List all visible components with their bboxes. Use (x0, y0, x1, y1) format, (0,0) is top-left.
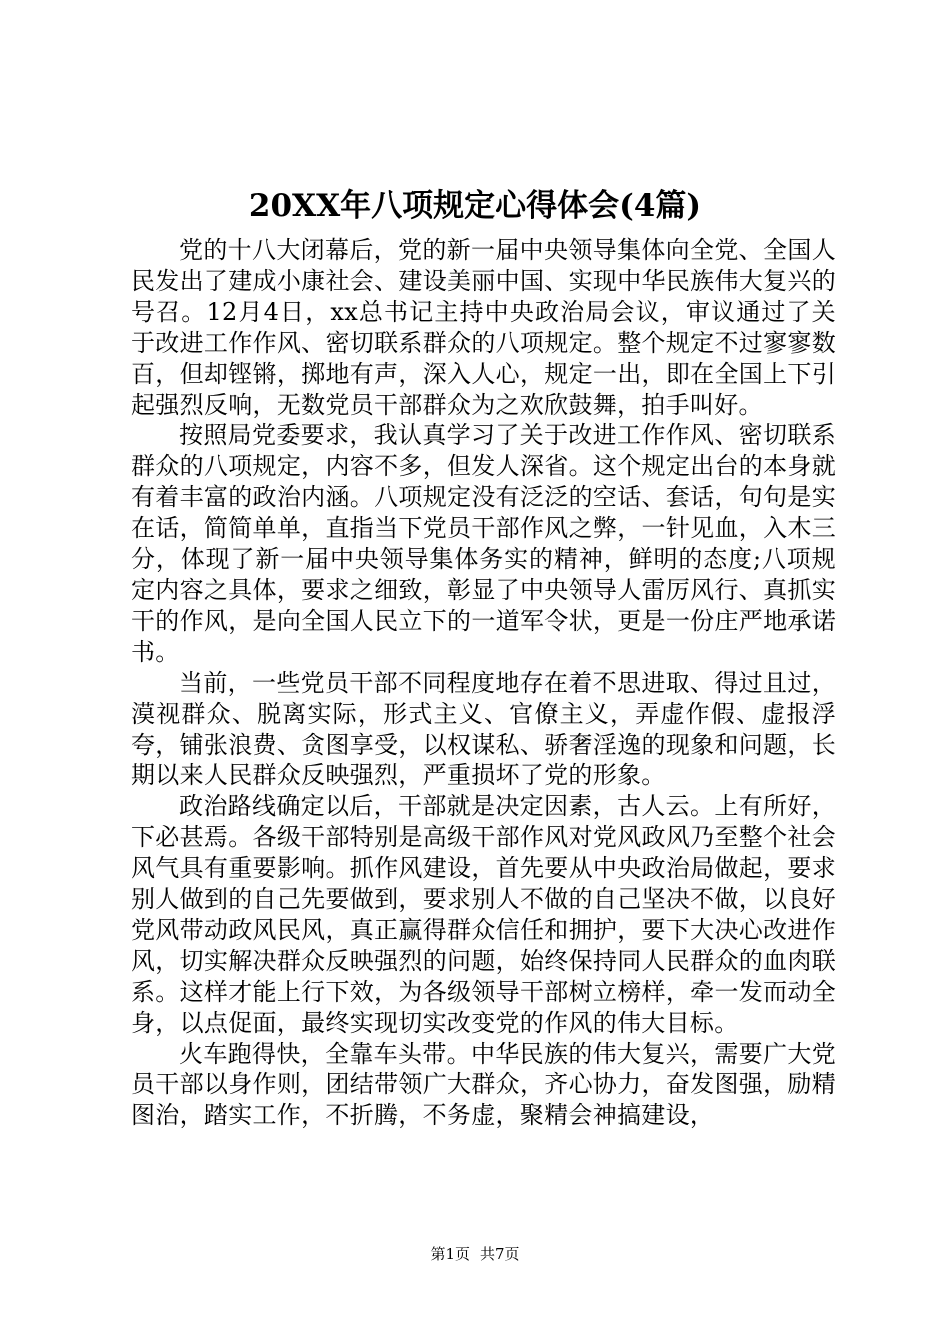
document-body (131, 235, 836, 1131)
page-number-current: 第1页 (430, 1245, 470, 1263)
page-footer (0, 1244, 950, 1264)
paragraph-2: 按照局党委要求，我认真学习了关于改进工作作风、密切联系群众的八项规定，内容不多，但发人深省。这个规定出台的本身就有着丰富的政治内涵。八项规定没有泛泛的空话、套话，句句是实在话，简简单单，直指当下党员干部作风之弊，一针见血，入木三分，体现了新一届中央领导集体务实的精神，鲜明的态度;八项规定内容之具体，要求之细致，彰显了中央领导人雷厉风行、真抓实干的作风，是向全国人民立下的一道军令状，更是一份庄严地承诺书。 (131, 421, 836, 666)
paragraph-5: 火车跑得快，全靠车头带。中华民族的伟大复兴，需要广大党员干部以身作则，团结带领广大群众，齐心协力，奋发图强，励精图治，踏实工作，不折腾，不务虚，聚精会神搞建设， (131, 1039, 836, 1130)
paragraph-1: 党的十八大闭幕后，党的新一届中央领导集体向全党、全国人民发出了建成小康社会、建设美丽中国、实现中华民族伟大复兴的号召。12月4日，xx总书记主持中央政治局会议，审议通过了关于改进工作作风、密切联系群众的八项规定。整个规定不过寥寥数百，但却铿锵，掷地有声，深入人心，规定一出，即在全国上下引起强烈反响，无数党员干部群众为之欢欣鼓舞，拍手叫好。 (131, 236, 836, 419)
paragraph-4: 政治路线确定以后，干部就是决定因素，古人云。上有所好，下必甚焉。各级干部特别是高级干部作风对党风政风乃至整个社会风气具有重要影响。抓作风建设，首先要从中央政治局做起，要求别人做到的自己先要做到，要求别人不做的自己坚决不做，以良好党风带动政风民风，真正赢得群众信任和拥护，要下大决心改进作风，切实解决群众反映强烈的问题，始终保持同人民群众的血肉联系。这样才能上行下效，为各级领导干部树立榜样，牵一发而动全身，以点促面，最终实现切实改变党的作风的伟大目标。 (131, 792, 836, 1037)
page-number-total: 共7页 (480, 1245, 520, 1263)
paragraph-3: 当前，一些党员干部不同程度地存在着不思进取、得过且过，漠视群众、脱离实际，形式主义、官僚主义，弄虚作假、虚报浮夸，铺张浪费、贪图享受，以权谋私、骄奢淫逸的现象和问题，长期以来人民群众反映强烈，严重损坏了党的形象。 (131, 668, 836, 790)
document-title: 20XX年八项规定心得体会(4篇) (248, 188, 702, 224)
